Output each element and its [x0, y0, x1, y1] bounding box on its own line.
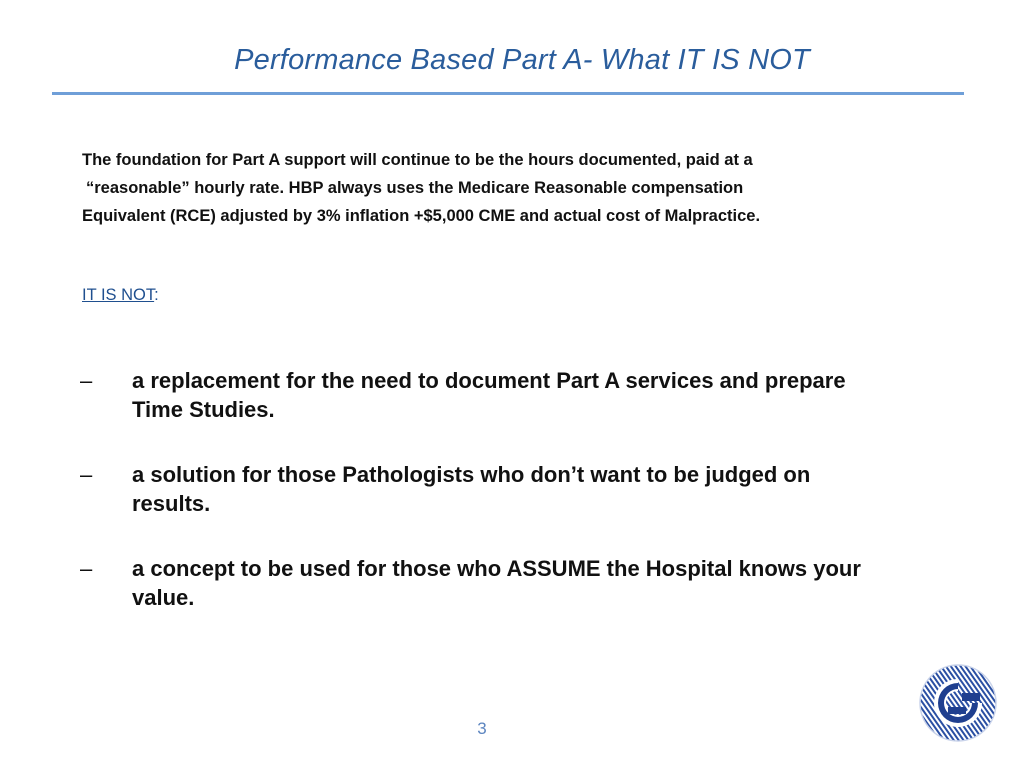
dash-marker: – — [80, 368, 93, 393]
dash-marker: – — [80, 462, 93, 487]
bullet-text-line: value. — [132, 585, 195, 610]
bullet-text-line: results. — [132, 491, 211, 516]
hospital-logo-icon — [918, 663, 998, 743]
intro-line: Equivalent (RCE) adjusted by 3% inflation +$5,000 CME and actual cost of Malpractice. — [82, 207, 761, 225]
bullet-item — [80, 460, 960, 518]
bullet-text-line: a solution for those Pathologists who don’t want to be judged on — [132, 462, 811, 487]
bullet-list — [80, 366, 960, 612]
bullet-item — [80, 554, 960, 612]
it-is-not-heading — [82, 286, 159, 305]
slide-title: Performance Based Part A- What IT IS NOT — [234, 44, 810, 76]
dash-marker: – — [80, 556, 93, 581]
intro-line: The foundation for Part A support will continue to be the hours documented, paid at a — [82, 151, 753, 169]
it-is-not-label: IT IS NOT — [82, 286, 155, 304]
page-number: 3 — [477, 719, 487, 738]
intro-line: “reasonable” hourly rate. HBP always uses the Medicare Reasonable compensation — [86, 179, 744, 197]
intro-paragraph — [82, 146, 922, 230]
it-is-not-colon: : — [154, 286, 159, 304]
bullet-text-line: a concept to be used for those who ASSUME the Hospital knows your — [132, 556, 861, 581]
title-divider — [52, 92, 964, 95]
bullet-text-line: a replacement for the need to document Part A services and prepare — [132, 368, 846, 393]
bullet-text-line: Time Studies. — [132, 397, 275, 422]
bullet-item — [80, 366, 960, 424]
